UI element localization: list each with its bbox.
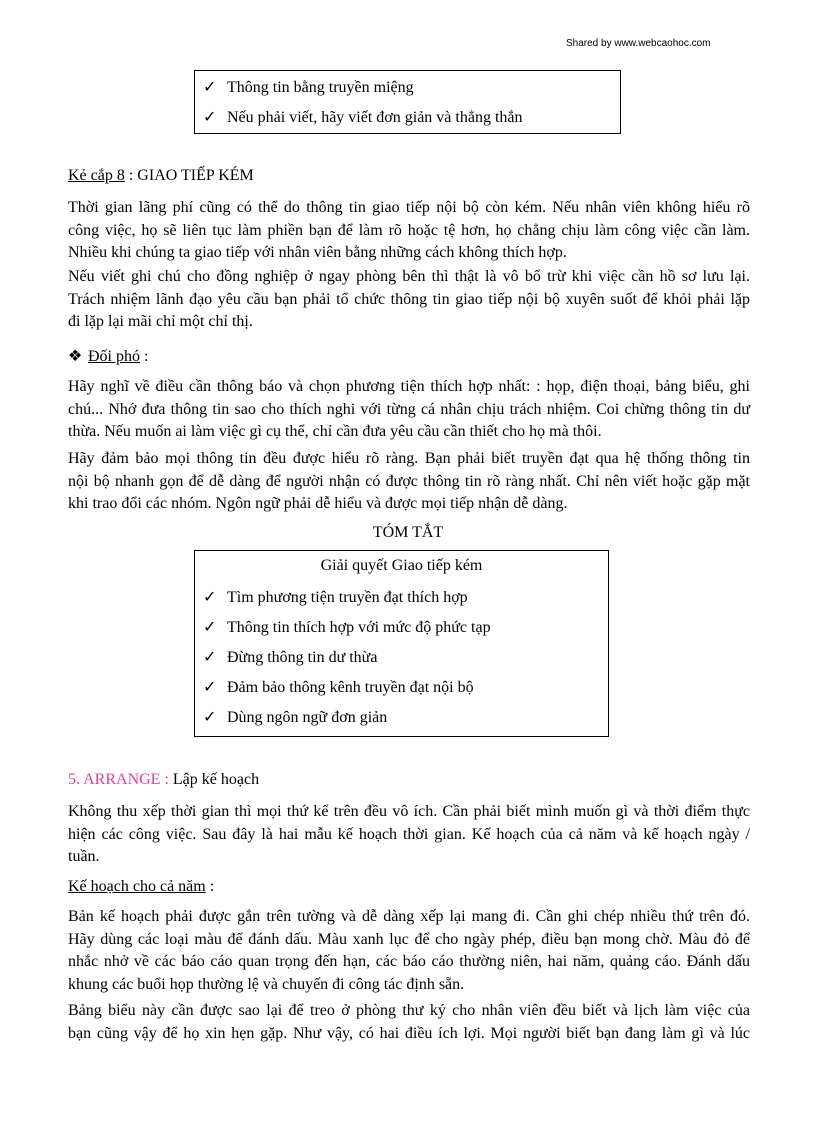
check-icon: ✓ xyxy=(203,589,217,606)
check-icon: ✓ xyxy=(203,679,217,696)
check-icon: ✓ xyxy=(203,649,217,666)
check-icon: ✓ xyxy=(203,709,217,726)
section8-paragraph-4: Hãy đảm bảo mọi thông tin đều được hiểu rõ ràng. Bạn phải biết truyền đạt qua hệ thống thông tin nội bộ nhanh gọn để dễ dàng để người nhận có được thông tin rõ ràng nhất. Chỉ nên viết hoặc gặp mặt khi trao đổi các nhóm. Ngôn ngữ phải dễ hiểu và được mọi tiếp nhận dễ dàng. xyxy=(68,450,750,512)
section5-paragraph-2: Bản kế hoạch phải được gắn trên tường và dễ dàng xếp lại mang đi. Cần ghi chép nhiều thứ trên đó. Hãy dùng các loại màu để đánh dấu. Màu xanh lục để cho ngày phép, điều bạn mong chờ. Màu đỏ để nhắc nhở về các báo cáo quan trọng đến hạn, các báo cáo thường niên, hai năm, quảng cáo. Đánh dấu khung các buổi họp thường lệ và chuyến đi công tác định sẵn. xyxy=(68,908,750,993)
check-icon: ✓ xyxy=(203,109,217,126)
box1-item: ✓ Thông tin bằng truyền miệng xyxy=(203,79,414,96)
summary-box-1 xyxy=(194,70,621,134)
section5-title: 5. ARRANGE : Lập kế hoạch xyxy=(68,771,260,788)
diamond-icon: ❖ xyxy=(68,348,83,365)
section8-title: Kẻ cắp 8 : GIAO TIẾP KÉM xyxy=(68,167,254,184)
section5-paragraph-3: Bảng biểu này cần được sao lại để treo ở phòng thư ký cho nhân viên đều biết và lịch làm việc của bạn cũng vậy để họ xin hẹn gặp. Như vậy, có hai điều ích lợi. Mọi người biết bạn đang làm gì và lúc xyxy=(68,1002,750,1042)
doipho-heading: ❖ Đối phó : xyxy=(68,348,149,365)
shared-by-header: Shared by www.webcaohoc.com xyxy=(566,38,711,49)
section8-paragraph-1: Thời gian lãng phí cũng có thể do thông tin giao tiếp nội bộ còn kém. Nếu nhân viên không hiểu rõ công việc, họ sẽ liên tục làm phiền bạn để làm rõ hoặc tệ hơn, họ chẳng chịu làm công việc cần làm. Nhiều khi chúng ta giao tiếp với nhân viên bằng những cách không thích hợp. xyxy=(68,199,750,261)
box1-item: ✓ Nếu phải viết, hãy viết đơn giản và thẳng thắn xyxy=(203,109,523,126)
summary-box-heading: Giải quyết Giao tiếp kém xyxy=(320,557,483,574)
box2-item: ✓ Dùng ngôn ngữ đơn giản xyxy=(203,709,388,726)
check-icon: ✓ xyxy=(203,619,217,636)
section8-paragraph-3: Hãy nghĩ về điều cần thông báo và chọn phương tiện thích hợp nhất: : họp, điện thoại, bảng biểu, ghi chú... Nhớ đưa thông tin sao cho thích nghi với từng cá nhân chịu trách nhiệm. Coi chừng thông tin dư thừa. Nếu muốn ai làm việc gì cụ thể, chỉ cần đưa yêu cầu cần thiết cho họ mà thôi. xyxy=(68,378,750,440)
section8-paragraph-2: Nếu viết ghi chú cho đồng nghiệp ở ngay phòng bên thì thật là vô bổ trừ khi việc cần hồ sơ lưu lại. Trách nhiệm lãnh đạo yêu cầu bạn phải tổ chức thông tin giao tiếp nội bộ xuyên suốt để khỏi phải lặp đi lặp lại mãi chỉ một chỉ thị. xyxy=(68,268,750,330)
check-icon: ✓ xyxy=(203,79,217,96)
yearly-plan-heading: Kế hoạch cho cả năm : xyxy=(68,878,215,895)
section5-paragraph-1: Không thu xếp thời gian thì mọi thứ kể trên đều vô ích. Cần phải biết mình muốn gì và thời điểm thực hiện các công việc. Sau đây là hai mẫu kế hoạch thời gian. Kế hoạch của cả năm và kế hoạch ngày / tuần. xyxy=(68,803,750,865)
box2-item: ✓ Tìm phương tiện truyền đạt thích hợp xyxy=(203,589,468,606)
box2-item: ✓ Đảm bảo thông kênh truyền đạt nội bộ xyxy=(203,679,474,696)
summary-box-2 xyxy=(194,550,609,737)
summary-title: TÓM TẮT xyxy=(372,524,444,541)
box2-item: ✓ Đừng thông tin dư thừa xyxy=(203,649,378,666)
box2-item: ✓ Thông tin thích hợp với mức độ phức tạp xyxy=(203,619,491,636)
